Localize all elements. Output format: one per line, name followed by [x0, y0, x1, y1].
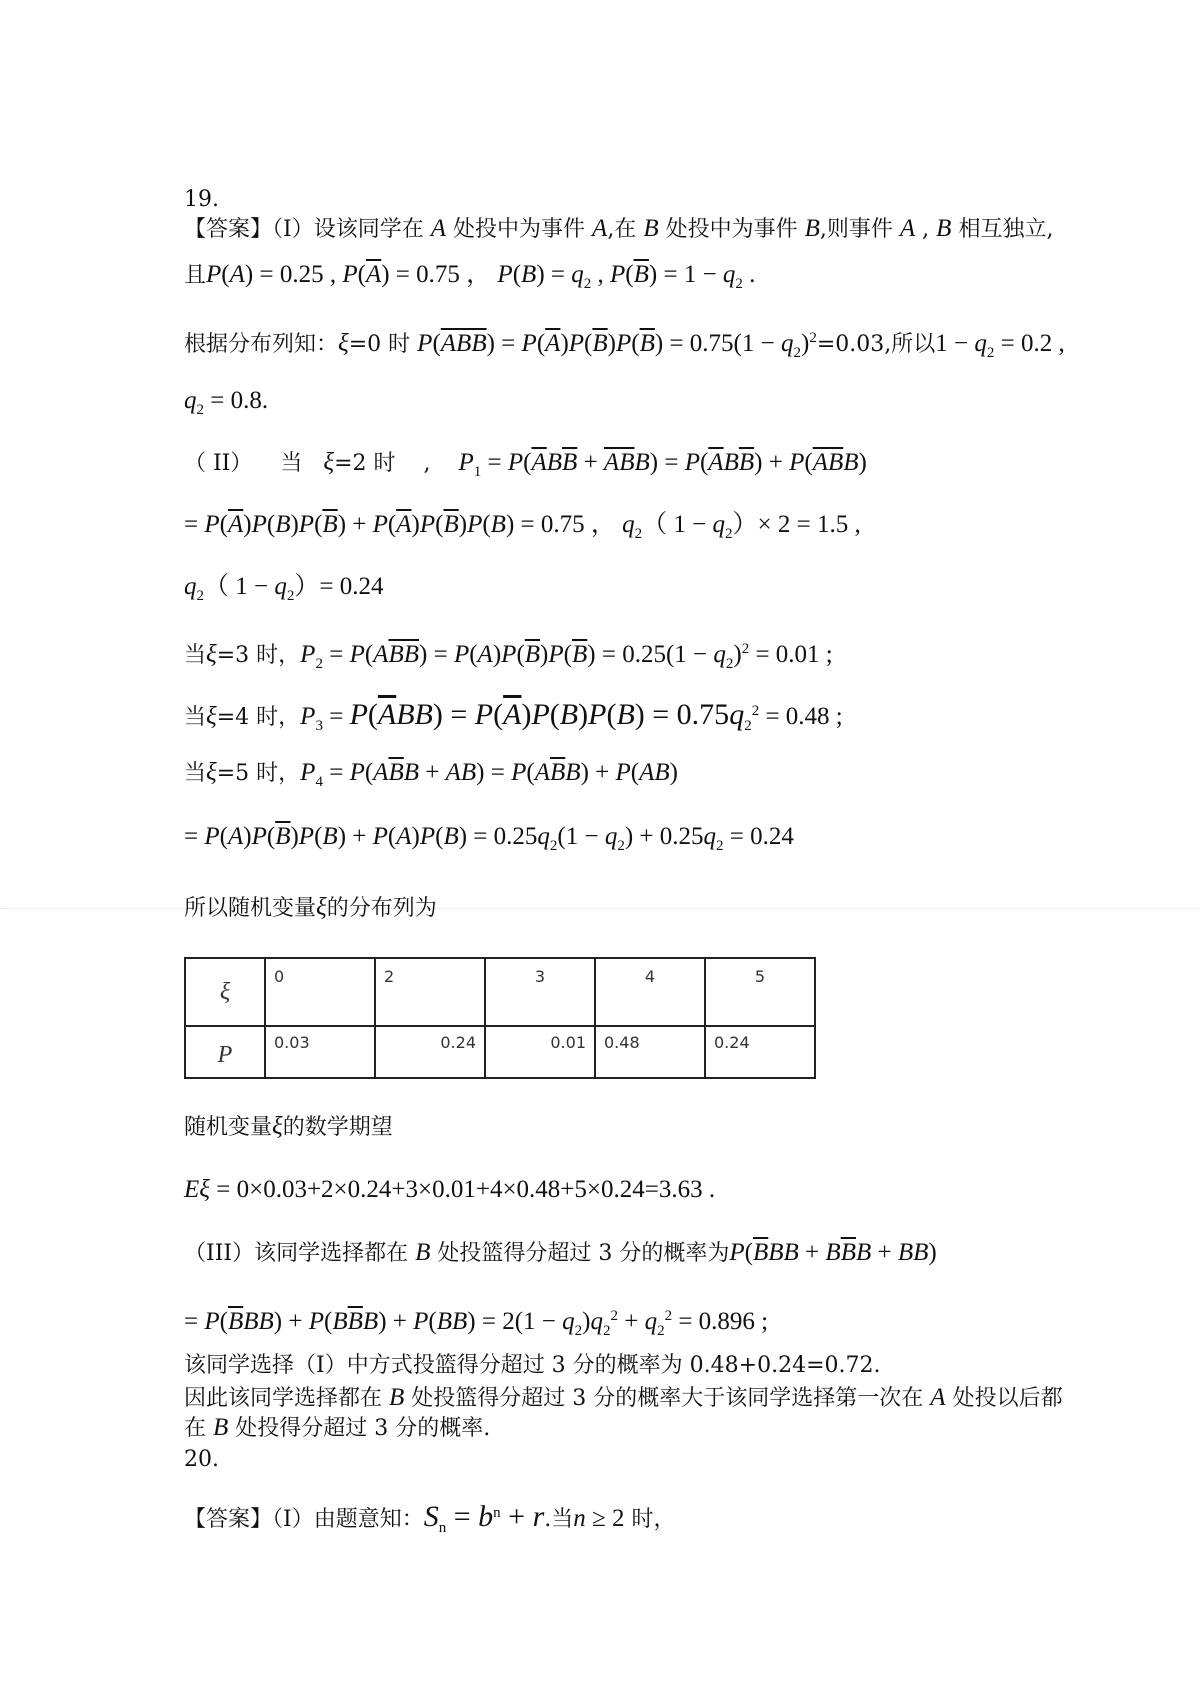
q19-number: 19. [184, 187, 219, 212]
q19-xi0-line: 根据分布列知：ξ=0 时 $P(\overline{ABB}) = P(\overline{A})P(\overline{B})P(\overline{B}) = 0.75(1 - q_2)^2=0.03$,所以$1 - q_2 = 0.2$ , [184, 330, 1065, 361]
q19-part3-line2: = $P(\overline{B}BB) + P(B\overline{B}B) + P(BB) = 2(1 - q_2)q_2^2 + q_2^2 = 0.896$ ; [184, 1308, 769, 1339]
table-cell: P [185, 1026, 265, 1078]
table-cell: 2 [375, 958, 485, 1026]
q19-conclusion-line2: 在 B 处投得分超过 3 分的概率. [184, 1414, 491, 1441]
table-cell: 0.03 [265, 1026, 375, 1078]
q19-expect-title: 随机变量ξ的数学期望 [184, 1113, 393, 1140]
q19-xi5-line: 当ξ=5 时，$P_4 = P(A\overline{B}B + AB) = P(A\overline{B}B) + P(AB)$ [184, 759, 678, 790]
q19-xi4-line: 当ξ=4 时，$P_3 = P(\overline{A}BB) = P(\overline{A})P(B)P(B) = 0.75q_2^2 = 0.48$ ; [184, 698, 843, 734]
q19-q2-value: $q_2 = 0.8$. [184, 387, 269, 418]
q19-part3-line1: （III）该同学选择都在 B 处投篮得分超过 3 分的概率为$P(\overline{B}BB + B\overline{B}B + BB)$ [184, 1239, 937, 1266]
table-cell: ξ [185, 958, 265, 1026]
distribution-table [184, 957, 816, 1079]
table-cell: 3 [485, 958, 595, 1026]
q19-way1-line: 该同学选择（I）中方式投篮得分超过 3 分的概率为 0.48+0.24=0.72. [184, 1353, 881, 1378]
q19-part2-line1: （ II） 当 ξ=2 时 , $P_1 = P(\overline{A}B\overline{B} + \overline{AB}B) = P(\overline{A}B\overline{B}) + P(\overline{AB}B)$ [184, 449, 867, 480]
q19-conclusion-line1: 因此该同学选择都在 B 处投篮得分超过 3 分的概率大于该同学选择第一次在 A 处投以后都 [184, 1384, 1063, 1411]
table-cell: 5 [705, 958, 815, 1026]
q19-expect-formula: Eξ = 0×0.03+2×0.24+3×0.01+4×0.48+5×0.24=3.63 . [184, 1176, 716, 1203]
table-cell: 0.24 [705, 1026, 815, 1078]
table-cell: 0.01 [485, 1026, 595, 1078]
table-row [185, 958, 815, 1026]
table-cell: 0.24 [375, 1026, 485, 1078]
q19-answer-line1: 【答案】（I）设该同学在 A 处投中为事件 A,在 B 处投中为事件 B,则事件 A , B 相互独立, [184, 215, 1054, 242]
table-cell: 0 [265, 958, 375, 1026]
q19-part2-line3: $q_2$（ $1 - q_2)= 0.24$ [184, 573, 384, 604]
q19-xi5-line2: = $P(A)P(\overline{B})P(B) + P(A)P(B) = 0.25q_2(1 - q_2) + 0.25q_2 = 0.24$ [184, 823, 794, 854]
q19-conditions: 且P(A) = 0.25 , $P(\overline{A}) = 0.75$ ， $P(B) = q_2$ , $P(\overline{B}) = 1 - q_2$ . [184, 261, 756, 292]
q19-part2-line2: = $P(\overline{A})P(B)P(\overline{B}) + P(\overline{A})P(\overline{B})P(B) = 0.75$ ， $q_2$（ $1 - q_2)\times 2 = 1.5$ , [184, 511, 861, 542]
q20-answer-line1: 【答案】（I）由题意知：$S_n = b^n + r$.当n ≥ 2 时， [184, 1500, 676, 1536]
table-cell: 4 [595, 958, 705, 1026]
table-cell: 0.48 [595, 1026, 705, 1078]
table-row [185, 1026, 815, 1078]
q20-number: 20. [184, 1447, 219, 1472]
dotted-divider [0, 908, 1200, 909]
q19-xi3-line: 当ξ=3 时，$P_2 = P(A\overline{BB}) = P(A)P(\overline{B})P(\overline{B}) = 0.25(1 - q_2)^2 = 0.01$ ; [184, 641, 833, 672]
answer-tag: 【答案】 [184, 217, 273, 242]
q19-dist-title: 所以随机变量ξ的分布列为 [184, 894, 437, 921]
